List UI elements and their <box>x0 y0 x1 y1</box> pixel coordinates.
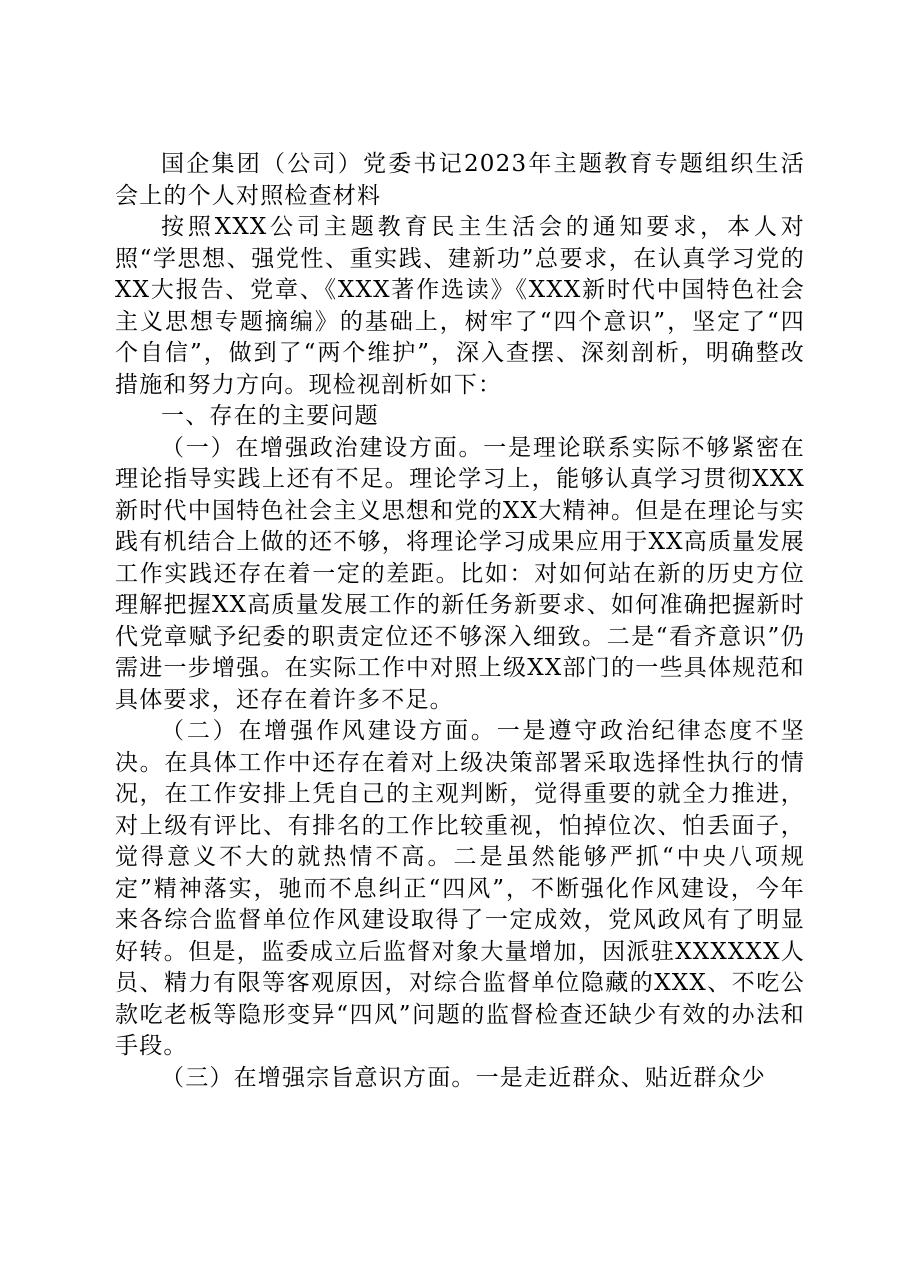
paragraph-style: （二）在增强作风建设方面。一是遵守政治纪律态度不坚决。在具体工作中还存在着对上级决策部署采取选择性执行的情况，在工作安排上凭自己的主观判断，觉得重要的就全力推进，对上级有评比、有排名的工作比较重视，怕掉位次、怕丢面子，觉得意义不大的就热情不高。二是虽然能够严抓“中央八项规定”精神落实，驰而不息纠正“四风”，不断强化作风建设，今年来各综合监督单位作风建设取得了一定成效，党风政风有了明显好转。但是，监委成立后监督对象大量增加，因派驻XXXXXX人员、精力有限等客观原因，对综合监督单位隐藏的XXX、不吃公款吃老板等隐形变异“四风”问题的监督检查还缺少有效的办法和手段。 <box>115 718 805 1059</box>
intro-paragraph: 按照XXX公司主题教育民主生活会的通知要求，本人对照“学思想、强党性、重实践、建新功”总要求，在认真学习党的XX大报告、党章、《XXX著作选读》《XXX新时代中国特色社会主义思想专题摘编》的基础上，树牢了“四个意识”，坚定了“四个自信”，做到了“两个维护”，深入查摆、深刻剖析，明确整改措施和努力方向。现检视剖析如下： <box>115 214 805 398</box>
paragraph-purpose: （三）在增强宗旨意识方面。一是走近群众、贴近群众少 <box>161 1064 766 1091</box>
document-body <box>115 149 805 1094</box>
section-heading: 一、存在的主要问题 <box>161 403 379 429</box>
paragraph-political: （一）在增强政治建设方面。一是理论联系实际不够紧密在理论指导实践上还有不足。理论学习上，能够认真学习贯彻XXX新时代中国特色社会主义思想和党的XX大精神。但是在理论与实践有机结合上做的还不够，将理论学习成果应用于XX高质量发展工作实践还存在着一定的差距。比如：对如何站在新的历史方位理解把握XX高质量发展工作的新任务新要求、如何准确把握新时代党章赋予纪委的职责定位还不够深入细致。二是“看齐意识”仍需进一步增强。在实际工作中对照上级XX部门的一些具体规范和具体要求，还存在着许多不足。 <box>115 434 805 713</box>
document-title: 国企集团（公司）党委书记2023年主题教育专题组织生活会上的个人对照检查材料 <box>115 151 805 209</box>
